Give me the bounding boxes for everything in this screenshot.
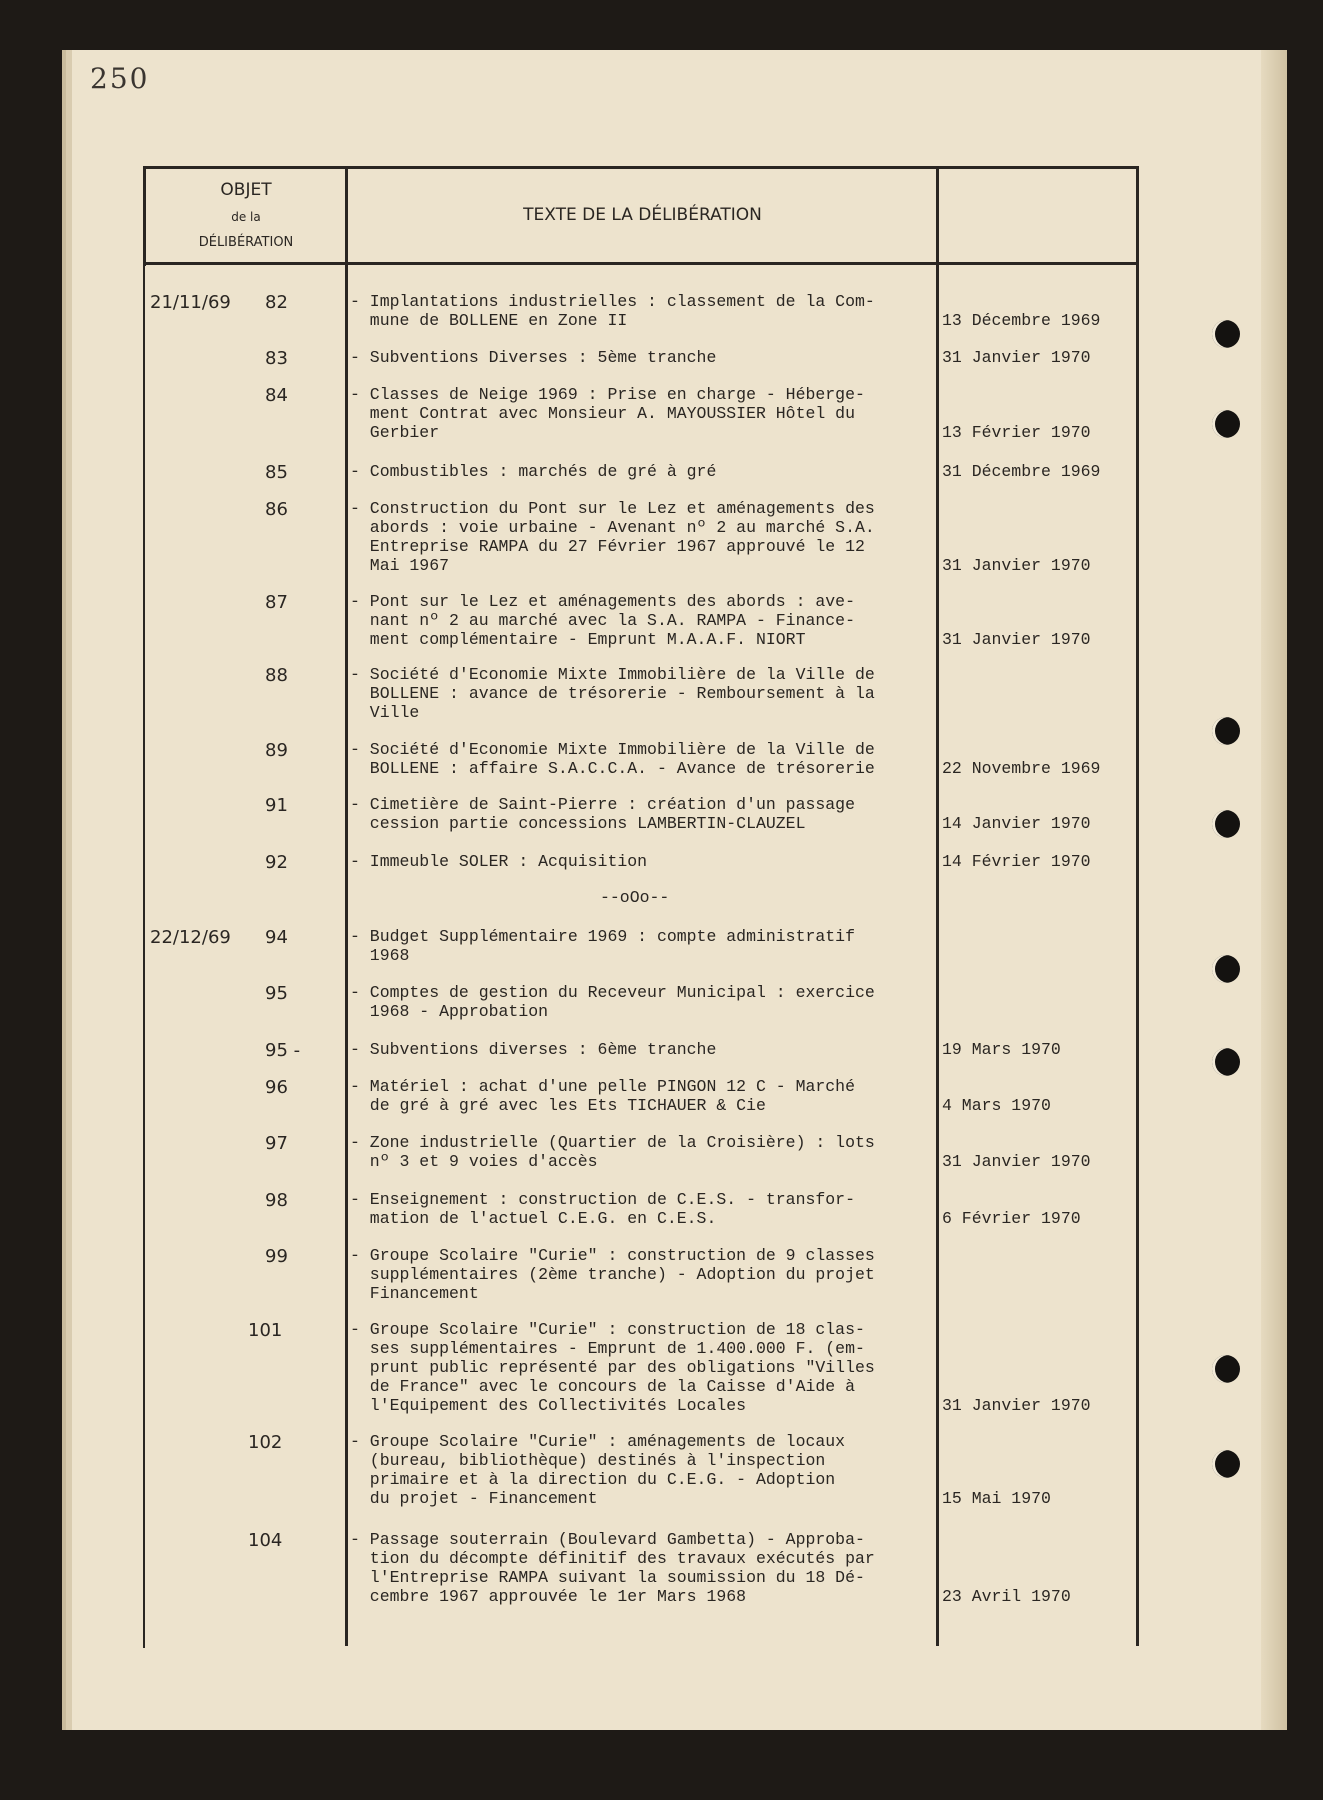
table-top-border [143, 166, 1139, 169]
row-approval-date: 31 Décembre 1969 [942, 462, 1101, 481]
separator: --oOo-- [600, 888, 670, 907]
row-number: 97 [265, 1133, 288, 1154]
binder-hole [1212, 1048, 1240, 1076]
binder-hole [1212, 320, 1240, 348]
row-text: - Zone industrielle (Quartier de la Croisière) : lots nº 3 et 9 voies d'accès [350, 1133, 875, 1171]
row-text: - Passage souterrain (Boulevard Gambetta) - Approba- tion du décompte définitif des travaux exécutés par l'Entreprise RAMPA suivant la soumission du 18 Dé- cembre 1967 approuvée le 1er Mars 1968 [350, 1530, 875, 1606]
header-objet: OBJET [220, 180, 272, 200]
row-approval-date: 31 Janvier 1970 [942, 348, 1091, 367]
row-number: 94 [265, 927, 288, 948]
row-approval-date: 19 Mars 1970 [942, 1040, 1061, 1059]
row-date: 22/12/69 [150, 927, 231, 948]
row-number: 83 [265, 348, 288, 369]
row-text: - Implantations industrielles : classement de la Com- mune de BOLLENE en Zone II [350, 292, 875, 330]
row-number: 88 [265, 665, 288, 686]
row-text: - Cimetière de Saint-Pierre : création d'un passage cession partie concessions LAMBERTIN-CLAUZEL [350, 795, 855, 833]
row-number: 95 [265, 983, 288, 1004]
row-text: - Groupe Scolaire "Curie" : construction de 9 classes supplémentaires (2ème tranche) - Adoption du projet Financement [350, 1246, 875, 1303]
binder-hole [1212, 810, 1240, 838]
row-number: 102 [248, 1432, 283, 1453]
binder-hole [1212, 1355, 1240, 1383]
row-number: 98 [265, 1190, 288, 1211]
row-text: - Subventions Diverses : 5ème tranche [350, 348, 717, 367]
row-text: - Groupe Scolaire "Curie" : aménagements de locaux (bureau, bibliothèque) destinés à l'inspection primaire et à la direction du C.E.G. - Adoption du projet - Financement [350, 1432, 846, 1508]
row-text: - Société d'Economie Mixte Immobilière de la Ville de BOLLENE : avance de trésorerie - Remboursement à la Ville [350, 665, 875, 722]
row-number: 101 [248, 1320, 283, 1341]
row-approval-date: 31 Janvier 1970 [942, 1152, 1091, 1171]
row-approval-date: 6 Février 1970 [942, 1209, 1081, 1228]
row-number: 84 [265, 385, 288, 406]
row-text: - Construction du Pont sur le Lez et aménagements des abords : voie urbaine - Avenant nº 2 au marché S.A. Entreprise RAMPA du 27 Février 1967 approuvé le 12 Mai 1967 [350, 499, 875, 575]
row-number: 99 [265, 1246, 288, 1267]
row-text: - Subventions diverses : 6ème tranche [350, 1040, 717, 1059]
header-texte: TEXTE DE LA DÉLIBÉRATION [523, 205, 762, 225]
row-text: - Classes de Neige 1969 : Prise en charge - Héberge- ment Contrat avec Monsieur A. MAYOUSSIER Hôtel du Gerbier [350, 385, 865, 442]
binder-hole [1212, 410, 1240, 438]
header-bottom-border [143, 262, 1139, 265]
row-number: 87 [265, 592, 288, 613]
header-de-la: de la [231, 210, 261, 224]
row-number: 95 - [265, 1040, 301, 1061]
row-approval-date: 14 Janvier 1970 [942, 814, 1091, 833]
page-number: 250 [90, 62, 150, 95]
row-number: 85 [265, 462, 288, 483]
row-text: - Pont sur le Lez et aménagements des abords : ave- nant nº 2 au marché avec la S.A. RAMPA - Finance- ment complémentaire - Emprunt M.A.A.F. NIORT [350, 592, 855, 649]
row-text: - Matériel : achat d'une pelle PINGON 12 C - Marché de gré à gré avec les Ets TICHAUER & Cie [350, 1077, 855, 1115]
row-number: 104 [248, 1530, 283, 1551]
row-approval-date: 31 Janvier 1970 [942, 1396, 1091, 1415]
col-divider-objet [345, 166, 348, 1646]
row-number: 86 [265, 499, 288, 520]
col-divider-texte [936, 166, 939, 1646]
row-approval-date: 31 Janvier 1970 [942, 556, 1091, 575]
row-approval-date: 31 Janvier 1970 [942, 630, 1091, 649]
binder-hole [1212, 1450, 1240, 1478]
row-text: - Budget Supplémentaire 1969 : compte administratif 1968 [350, 927, 855, 965]
row-approval-date: 4 Mars 1970 [942, 1096, 1051, 1115]
row-number: 91 [265, 795, 288, 816]
row-number: 92 [265, 852, 288, 873]
row-text: - Groupe Scolaire "Curie" : construction de 18 clas- ses supplémentaires - Emprunt de 1.400.000 F. (em- prunt public représenté par des obligations "Villes de France" avec le concours de la Caisse d'Aide à l'Equipement des Collectivités Locales [350, 1320, 875, 1415]
row-text: - Société d'Economie Mixte Immobilière de la Ville de BOLLENE : affaire S.A.C.C.A. - Avance de trésorerie [350, 740, 875, 778]
row-approval-date: 14 Février 1970 [942, 852, 1091, 871]
table-left-border [143, 262, 145, 1648]
row-number: 96 [265, 1077, 288, 1098]
row-date: 21/11/69 [150, 292, 231, 313]
row-text: - Combustibles : marchés de gré à gré [350, 462, 717, 481]
row-text: - Immeuble SOLER : Acquisition [350, 852, 648, 871]
row-number: 89 [265, 740, 288, 761]
header-deliberation: DÉLIBÉRATION [198, 235, 294, 250]
row-number: 82 [265, 292, 288, 313]
row-approval-date: 23 Avril 1970 [942, 1587, 1071, 1606]
row-approval-date: 15 Mai 1970 [942, 1489, 1051, 1508]
row-approval-date: 13 Décembre 1969 [942, 311, 1101, 330]
row-approval-date: 13 Février 1970 [942, 423, 1091, 442]
row-approval-date: 22 Novembre 1969 [942, 759, 1101, 778]
row-text: - Comptes de gestion du Receveur Municipal : exercice 1968 - Approbation [350, 983, 875, 1021]
row-text: - Enseignement : construction de C.E.S. - transfor- mation de l'actuel C.E.G. en C.E.S. [350, 1190, 855, 1228]
binder-hole [1212, 955, 1240, 983]
table-right-border [1136, 166, 1139, 1646]
page-edge [1261, 50, 1287, 1730]
binder-hole [1212, 717, 1240, 745]
